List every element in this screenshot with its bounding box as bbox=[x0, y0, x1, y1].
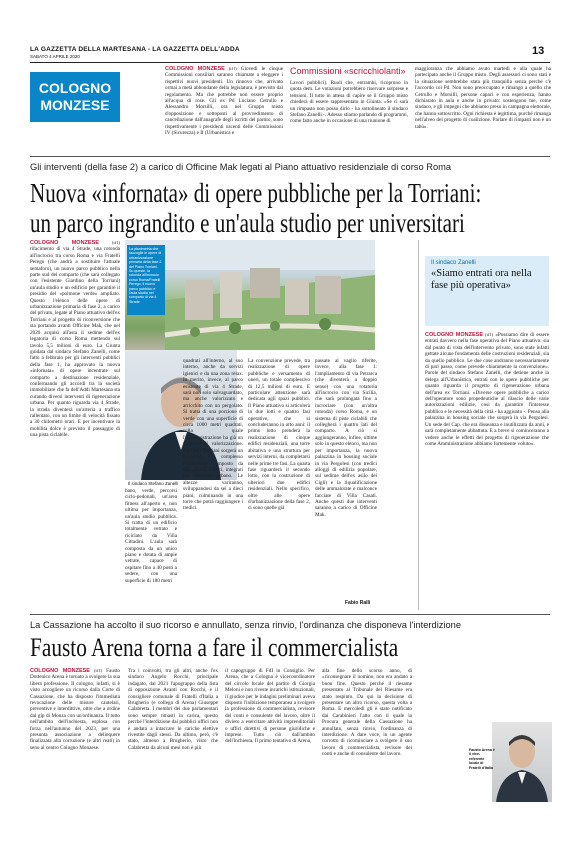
top-brief-title: Commissioni «scricchiolanti» bbox=[290, 66, 406, 76]
bottom-headline: Fausto Arena torna a fare il commercialista bbox=[30, 633, 399, 662]
section-label-line1: COLOGNO bbox=[38, 80, 112, 96]
main-tag: COLOGNO MONZESE bbox=[30, 240, 99, 246]
sidebar-label: Il sindaco Zanelli bbox=[431, 260, 476, 266]
main-kicker: Gli interventi (della fase 2) a carico di Officine Mak legati al Piano attuativo residenziale di corso Roma bbox=[30, 162, 452, 173]
sidebar-tag: COLOGNO MONZESE bbox=[425, 332, 483, 338]
bottom-tag2: (tf1) bbox=[94, 668, 103, 673]
top-brief-mid-text: Lavori pubblici). Ruoli che, entrambi, ricoprono in quota dem. Le votazioni potrebbero riservare sorprese e tensioni. Il tutto in attesa di capire se il Gruppo misto chiederà di essere rappresentato in Giunta. «Se ci sarà un rimpasto non posso dirlo - ha sottolineato il sindaco Stefano Zanelli -. Adesso stiamo parlando di programmi, come fatto anche in occasione di una riunione di bbox=[290, 80, 408, 125]
bottom-col1-text: Fausto Dottenico Arena è tornato a svolgere la sua libera professione. Il cologno, infatti, si è visto accogliere un ricorso dalla Corte di Cassazione, che ha disposto l'immediata revocazione delle misure cautelari, preventive e interdittive, oltre che a ordine dal gip di Monza con un'ordinanza. Il tutto nell'ambito dell'inchiesta, esplosa con forza nell'autunno del 2023, per una presunta associazione a delinquere finalizzata alla corruzione (e altri reati) in seno al centro Cologno Monzese. bbox=[30, 668, 120, 751]
main-col2: bano, verde, percorsi ciclo-pedonali, un'area fitness all'aperto e, non ultima per importanza, un'aula studio pubblica. Si tratta di un edificio totalmente vetrato e riciclato da Villa Cittadini. L'aula sarà composta da un unico piano e dotata di ampie vetrate, capace di ospitare fino a 40 posti a sedere, con una superficie di 180 metri bbox=[125, 488, 177, 584]
section-divider bbox=[30, 156, 550, 157]
bottom-col4: alla fine dello scorso anno, di «riconsegnare il nomino, non era andato a buon fine. Questo perché il riesame presentato al Tribunale del Riesame era stato respinto. Da qui la decisione di presentare un altro ricorso, questa volta a Roma. E mercoledì gli è stato notificato dai Carabinieri l'atto con il quale la Procura generale della Cassazione ha annullato, senza rinvio, l'ordinanza di interdizione. A dare voce, in un agente corrotto di ricominciare a svolgere il suo lavoro di commercialista, revisore dei conti e anche di consulente del lavoro. bbox=[322, 668, 412, 758]
section-label-line2: MONZESE bbox=[40, 97, 110, 113]
main-headline-line1: Nuova «infornata» di opere pubbliche per la Torriani: bbox=[30, 178, 482, 208]
section-label bbox=[30, 72, 120, 122]
arena-photo-caption: Fausto Arena è il vice-referente locale di Fratelli d'Italia bbox=[469, 748, 495, 770]
sidebar-divider bbox=[418, 240, 419, 610]
main-col3: quadrati all'interno, al suo interno, anche da servizi igienici e da una zona relax. In merito, invece, al parco esistente di via 4 Strade, sarà non solo salvaguardato, ma anche valorizzato e arricchito con un pergolato. Si tratta di una porzione di verde con una superficie di circa 1000 metri quadrati, sulla quale l'Amministrazione ha già un progetto di valorizzazione. Nell'area Torriani sorgerà un moderno complesso residenziale composto da otto piccoli edifici, integrati nel contesto urbano. Le altezze variranno, sviluppandosi da sei a dieci piani, culminando in una torre che potrà raggiungere i tredici. bbox=[183, 358, 243, 512]
byline: Fabio Ralli bbox=[345, 600, 371, 606]
arena-portrait bbox=[492, 722, 552, 802]
top-brief-left bbox=[165, 66, 283, 152]
bottom-col1 bbox=[30, 668, 120, 818]
mayor-photo-caption: Il sindaco Stefano Zanelli bbox=[128, 481, 179, 486]
main-headline-line2: un parco ingrandito e un'aula studio per universitari bbox=[30, 208, 465, 238]
main-col1-text: rifacimento di via 4 Strade, una rotonda all'incrocio tra corso Roma e via Fratelli Perego (che andrà a sostituire l'attuale semaforo), un nuovo parco pubblico nella parte sud del comparto (che sarà collegato con l'esistente Giardino della Torriani) un'aula studio e un edificio per garantire il presidio del «polmone verde» ampliato. Questo l'elenco delle opere di urbanizzazione primaria di fase 2, a carico del privato, legate al Piano attuativo dell'ex Torriani e al progetto di riconversione che sta portando avanti Officine Mak, che nel 2020 acquisì all'asta il sedime dell'ex legatoria di corso Roma mettendo sul tavolo 5,5 milioni di euro. La Giunta guidata dal sindaco Stefano Zanelli, come fatto a febbraio per gli interventi pubblici della fase 1, ha approvato la nuova «infornata» di opere incentrate sul comparto a destinazione residenziale, confermando gli accordi tra la società immobiliare che fa dell'Addi Martesana sta curando diversi interventi di rigenerazione urbana. Per quanto riguarda via 4 Strade, la strada diventerà un'arteria a traffico rallentato, con un limite di velocità fissato a 30 chilometri orari. E per incentivare la mobilità dolce è previsto il passaggio di una pista ciclabile. bbox=[30, 246, 120, 439]
top-brief-left-text: Giovedì le cinque Commissioni consiliari saranno chiamate a eleggere i rispettivi nuovi presidenti. Un rinnovo che, arrivato ormai a metà abbondante della legislatura, è previsto dal regolamento. Ma che potrebbe non essere proprio all'acqua di rose. Gli ex Pd Luciano Cetrullo e Alessandro Morsilli, ora nel Gruppo misto d'opposizione e sottoposti al provvedimento di cancellazione dall'anagrafe degli iscritti del partito, sono rispettivamente i presidenti uscenti delle Commissioni IV (Sicurezza) e II (Urbanistica e bbox=[165, 66, 283, 137]
sidebar-tag2: (tf1) bbox=[485, 332, 494, 337]
main-col1 bbox=[30, 240, 120, 485]
sidebar-title: «Siamo entrati ora nella fase più operativa» bbox=[431, 268, 532, 291]
main-tag2: (tf1) bbox=[112, 240, 120, 245]
main-col5: passate al vaglio riferite, invece, alla fase 1: l'ampliamento di via Petrarca (che diventerà a doppio senso) con una rotatoria all'incrocio con via Sicilia, che sarà prolungata fino a incrociare (con un'altra rotonda) corso Roma, e un sistema di piste ciclabili che collegherà i quattro lati del comparto. A ciò si aggiungeranno, infine, ultime solo in questo elenco, ma non per importanza, la nuova palazzina in housing sociale in via Pergolesi (con tredici alloggi di edilizia popolare, sul sedime dell'ex asilo dei Cigli) e la riqualificazione delle ammalorate e malconce facciate di Villa Casati. Anche questi due interventi saranno a carico di Officine Mak. bbox=[315, 358, 377, 518]
top-brief-tag2: (tf1) bbox=[228, 66, 237, 71]
top-brief-right-text: maggioranza che abbiamo avuto martedì e alla quale ha partecipato anche il Gruppo misto. Degli assessori ci sono stati e la situazione sembrebbe stata più tranquilla senza perché c'è l'accordo col Pd. Non sono preoccupato e rimango a quello che Cetrullo e Morsilli, persone capaci e con esperienza, hanno dichiarato in aula e anche in privato: sostengono me, come sindaco, e gli impegni che abbiamo preso in campagna elettorale, che hanno sottoscritto. Ogni richiesta è legittima, purché rimanga nell'alveo del progetto di coalizione. Parlare di rimpasti non è un tabù». bbox=[415, 66, 551, 130]
sidebar-body: «Possiamo dire di essere entrati davvero nella fase operativa del Piano attuativo: sia dal punto di vista dell'intervento privato, sono state infatti gettate alcune fondamenta delle costruzioni residenziali, sia da quello pubblico. Le due cose andranno necessariamente di pari passo, come prevede chiaramente la convenzione». Parole del sindaco Stefano Zanelli, che detiene anche la delega all'Urbanistica, entrati con le opere pubbliche per quanto riguarda il progetto di rigenerazione urbana dell'area ex Torriani. «Diverse opere pubbliche a carico dell'operatore sono propedeutiche al rilascio delle varie autorizzazioni edilizie, così da garantire l'interesse pubblico e le necessità della città - ha aggiunto -. Penso alla palazzina in housing sociale che sorgerà in via Pergolesi. Un sede del Cap. che era disseanza e inutilizzata da anni, e sarà completamente abbattuta. E a breve si cominceranno a vedere anche le effetti del progetto di rigenerazione che come Amministrazione abbiamo fortemente voluto». bbox=[425, 332, 549, 447]
bottom-col3: il capogruppo di FdI in Consiglio. Per Arena, che a Cologno è vicecoordinatore del circolo locale del partito di Giorgia Meloni e non riveste incarichi istituzionali, il giudice per le indagini preliminari aveva disposto l'inibizione temporanea a svolgere la professione di commercialista, revisore dei conti e consulente del lavoro, oltre il divieto a esercitare attività imprenditoriali o uffici direttivi di persone giuridiche e imprese. Tutto ciò dall'ambito dell'inchiesta. Il primo tentativo di Arena, bbox=[225, 668, 315, 745]
issue-date: SABATO 4 APRILE 2020 bbox=[30, 54, 80, 59]
sidebar-text bbox=[425, 332, 549, 602]
bottom-divider bbox=[30, 614, 550, 615]
page-number: 13 bbox=[532, 45, 545, 57]
newspaper-name: LA GAZZETTA DELLA MARTESANA - LA GAZZETTA DELL'ADDA bbox=[30, 46, 240, 53]
main-col4: La convenzione prevede, tra realizzazione di opere pubbliche e versamento di oneri, un totale complessivo di 12,5 milioni di euro. E particolare attenzione sarà dedicata agli spazi pubblici. Il Piano attuativo si articolerà in due lotti e quattro fasi operative, che si concluderanno in otto anni: il primo lotto prenderà la realizzazione di cinque edifici residenziali, una torre abitativa e una struttura per servizi interni, da completarsi nelle prime tre fasi. La quarta fase riguarderà il secondo lotto, con la costruzione di ulteriori due edifici residenziali. Nello specifico, oltre alle opere d'urbanizzazione della fase 2, ci sono quelle già bbox=[248, 358, 310, 512]
sidebar-box bbox=[425, 256, 549, 326]
plan-caption: La planimetria che raccoglie le opere di urbanizzazione primaria della fase 2 del Piano Torriani. Su queste, la rotonda all'incrocio corso Roma/Fratelli Perego, il nuovo parco pubblico e l'aula studio nel comparto di via 4 Strade bbox=[127, 245, 165, 315]
header-rule bbox=[30, 62, 550, 63]
bottom-kicker: La Cassazione ha accolto il suo ricorso e annullato, senza rinvio, l'ordinanza che disponeva l'interdizione bbox=[30, 620, 462, 631]
bottom-col2: Tra i coinvolti, tra gli altri, anche l'ex sindaco Angelo Rocchi, principale indagato, dal 2021 l'apograppo della lista di opposizione Avanti con Rocchi, e il consigliere comunale di Fratelli d'Italia a Brugherio (e collega di Arena) Giuseppe Calabretta. I membri dei due parlamentari sono sempre rimasti in carica, questo perché l'interdizione dai pubblici uffici non è andata a intaccare le cariche elettive rivestite dagli stessi. Da ultimo, però, c'è stato, almeno a Brugherio, visto che Calabretta da alcuni mesi non è più bbox=[128, 668, 218, 751]
arena-photo bbox=[492, 722, 552, 802]
top-brief-tag: COLOGNO MONZESE bbox=[165, 66, 225, 72]
bottom-tag: COLOGNO MONZESE bbox=[30, 668, 90, 674]
